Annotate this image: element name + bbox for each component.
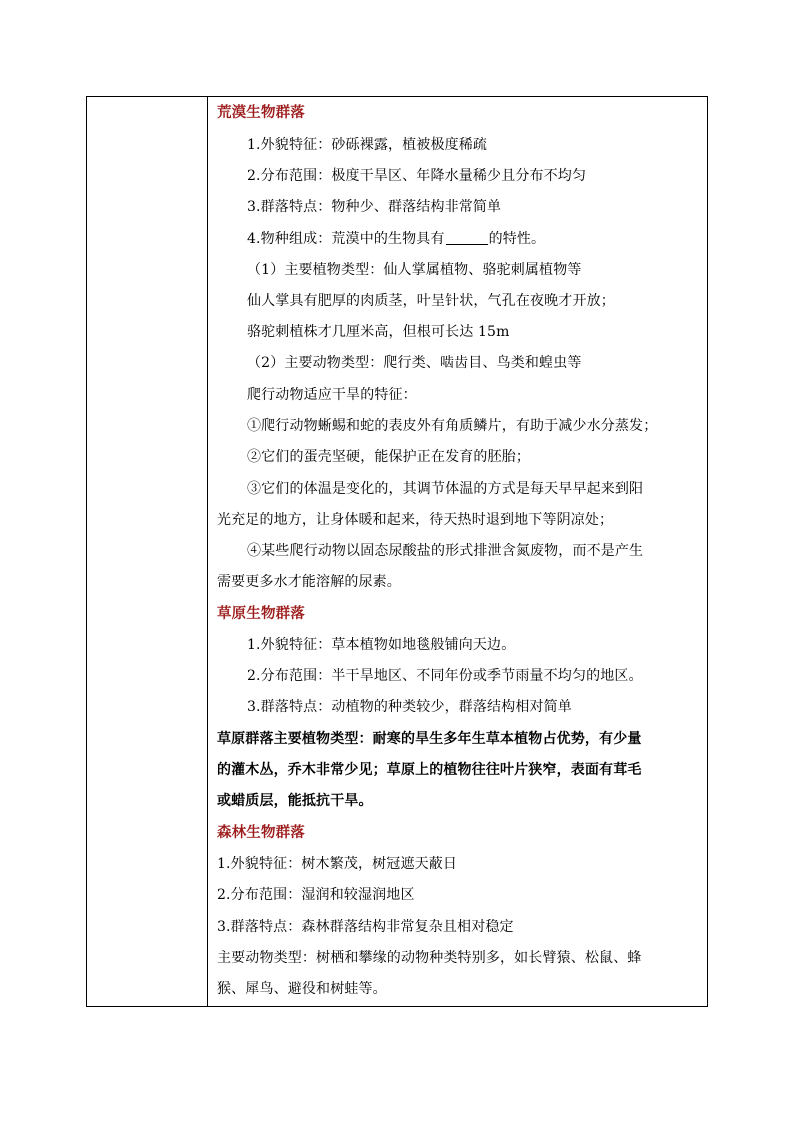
desert-heading: 荒漠生物群落 (217, 104, 305, 121)
grassland-plants-line1: 草原群落主要植物类型：耐寒的旱生多年生草本植物占优势，有少量 (217, 731, 642, 747)
desert-appearance: 1.外貌特征：砂砾裸露，植被极度稀疏 (247, 137, 488, 153)
grassland-distribution: 2.分布范围：半干旱地区、不同年份或季节雨量不均匀的地区。 (247, 668, 643, 684)
grassland-features: 3.群落特点：动植物的种类较少，群落结构相对简单 (247, 699, 572, 715)
forest-features: 3.群落特点：森林群落结构非常复杂且相对稳定 (217, 919, 514, 935)
desert-point2: ②它们的蛋壳坚硬，能保护正在发育的胚胎； (247, 449, 530, 465)
desert-plants-title: （1）主要植物类型：仙人掌属植物、骆驼刺属植物等 (247, 262, 582, 278)
content-table (86, 96, 708, 1007)
desert-distribution: 2.分布范围：极度干旱区、年降水量稀少且分布不均匀 (247, 168, 587, 184)
desert-camelthorn: 骆驼刺植株才几厘米高，但根可长达 15m (247, 324, 510, 340)
fill-blank[interactable] (446, 230, 488, 245)
forest-animals-line1: 主要动物类型：树栖和攀缘的动物种类特别多，如长臂猿、松鼠、蜂 (217, 950, 642, 966)
grassland-heading: 草原生物群落 (217, 605, 305, 622)
composition-text: 4.物种组成：荒漠中的生物具有 (247, 231, 445, 247)
desert-point3-line2: 光充足的地方，让身体暖和起来，待天热时退到地下等阴凉处； (217, 512, 614, 528)
forest-heading: 森林生物群落 (217, 824, 305, 841)
desert-point1: ①爬行动物蜥蜴和蛇的表皮外有角质鳞片，有助于减少水分蒸发； (247, 418, 658, 434)
grassland-appearance: 1.外貌特征：草本植物如地毯般铺向天边。 (247, 637, 516, 653)
forest-distribution: 2.分布范围：湿润和较湿润地区 (217, 887, 415, 903)
desert-reptile-intro: 爬行动物适应干旱的特征： (247, 387, 417, 403)
desert-point3-line1: ③它们的体温是变化的，其调节体温的方式是每天早早起来到阳 (247, 481, 644, 497)
desert-animals-title: （2）主要动物类型：爬行类、啮齿目、鸟类和蝗虫等 (247, 355, 582, 371)
desert-features: 3.群落特点：物种少、群落结构非常简单 (247, 199, 502, 215)
desert-point4-line2: 需要更多水才能溶解的尿素。 (217, 574, 401, 590)
desert-composition (247, 229, 545, 249)
composition-text-end: 的特性。 (488, 231, 546, 247)
desert-cactus: 仙人掌具有肥厚的肉质茎，叶呈针状，气孔在夜晚才开放； (247, 293, 615, 309)
grassland-plants-line3: 或蜡质层，能抵抗干旱。 (217, 793, 373, 809)
desert-point4-line1: ④某些爬行动物以固态尿酸盐的形式排泄含氮废物，而不是产生 (247, 543, 644, 559)
left-column (87, 97, 208, 1006)
grassland-plants-line2: 的灌木丛，乔木非常少见；草原上的植物往往叶片狭窄，表面有茸毛 (217, 762, 642, 778)
forest-animals-line2: 猴、犀鸟、避役和树蛙等。 (217, 981, 387, 997)
forest-appearance: 1.外貌特征：树木繁茂，树冠遮天蔽日 (217, 856, 458, 872)
